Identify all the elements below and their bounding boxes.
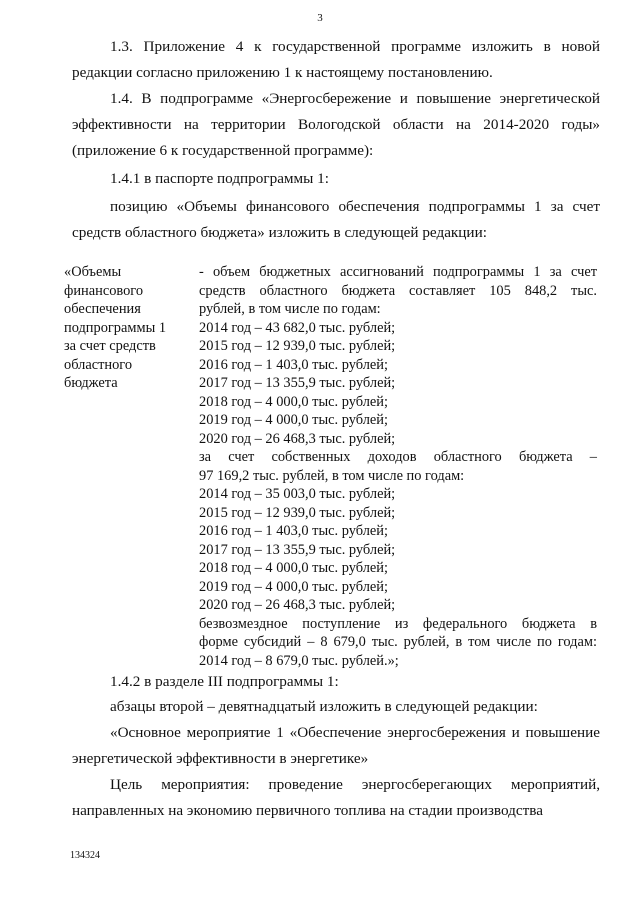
paragraph-paragraphs: абзацы второй – девятнадцатый изложить в следующей редакции: [110,698,538,715]
table-left-line: финансового [64,282,144,299]
table-right-line: 2019 год – 4 000,0 тыс. рублей; [199,412,388,428]
table-right-line: 97 169,2 тыс. рублей, в том числе по годам: [199,467,465,484]
table-right-line: 2018 год – 4 000,0 тыс. рублей; [199,393,388,410]
table-right-line: 2018 год – 4 000,0 тыс. рублей; [199,560,388,576]
table-right-line: 2020 год – 26 468,3 тыс. рублей; [199,430,396,447]
table-right-line: 2015 год – 12 939,0 тыс. рублей; [199,338,396,354]
table-left-line: областного [64,356,133,373]
table-right-line: 2016 год – 1 403,0 тыс. рублей; [199,356,388,373]
table-right-line: 2017 год – 13 355,9 тыс. рублей; [199,375,396,391]
table-left-line: за счет средств [64,338,156,354]
table-right-cell [199,263,597,670]
table-right-line: - объем бюджетных ассигнований подпрограммы 1 за счет [199,264,597,280]
page-number: 3 [317,12,323,24]
table-left-line: обеспечения [64,301,141,317]
table-right-line: средств областного бюджета составляет 105 848,2 тыс. [199,282,597,299]
table-right-line: за счет собственных доходов областного бюджета – [199,449,597,465]
table-right-line: 2014 год – 8 679,0 тыс. рублей.»; [199,652,399,669]
paragraph-1-4-1: 1.4.1 в паспорте подпрограммы 1: [110,170,329,187]
table-right-line: 2014 год – 35 003,0 тыс. рублей; [199,486,396,502]
table-left-line: «Объемы [64,264,122,280]
table-right-line: форме субсидий – 8 679,0 тыс. рублей, в том числе по годам: [199,634,597,650]
table-right-line: 2020 год – 26 468,3 тыс. рублей; [199,597,396,613]
table-right-line: 2015 год – 12 939,0 тыс. рублей; [199,504,396,521]
table-right-line: 2017 год – 13 355,9 тыс. рублей; [199,541,396,558]
paragraph-1-3: 1.3. Приложение 4 к государственной программе изложить в новой редакции согласно приложению 1 к настоящему постановлению. [72,38,600,81]
paragraph-position: позицию «Объемы финансового обеспечения подпрограммы 1 за счет средств областного бюджета» изложить в следующей редакции: [72,198,600,241]
footer-code: 134324 [70,850,100,861]
table-right-line: рублей, в том числе по годам: [199,301,381,317]
paragraph-1-4-2: 1.4.2 в разделе III подпрограммы 1: [110,673,339,690]
table-right-line: 2016 год – 1 403,0 тыс. рублей; [199,523,388,539]
table-left-line: подпрограммы 1 [64,319,167,336]
table-right-line: 2019 год – 4 000,0 тыс. рублей; [199,578,388,595]
paragraph-goal: Цель мероприятия: проведение энергосберегающих мероприятий, направленных на экономию первичного топлива на стадии производства [72,776,600,819]
paragraph-1-4: 1.4. В подпрограмме «Энергосбережение и повышение энергетической эффективности на территории Вологодской области на 2014-2020 годы» (приложение 6 к государственной программе): [72,90,600,159]
table-right-line: 2014 год – 43 682,0 тыс. рублей; [199,319,396,336]
table-left-line: бюджета [64,375,118,391]
paragraph-main-measure: «Основное мероприятие 1 «Обеспечение энергосбережения и повышение энергетической эффективности в энергетике» [72,724,600,767]
table-right-line: безвозмездное поступление из федерального бюджета в [199,615,597,632]
table-left-cell [64,263,194,393]
